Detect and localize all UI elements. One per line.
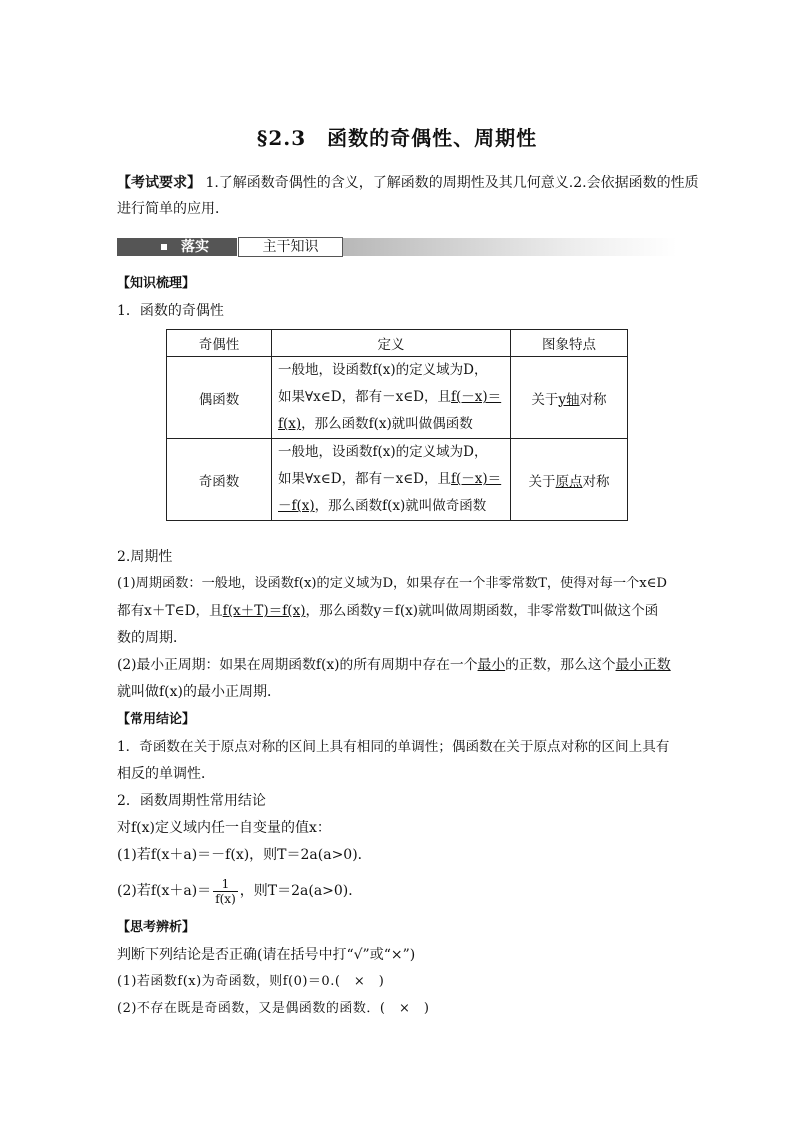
knowledge-heading: 【知识梳理】 [117, 276, 196, 291]
requirements-line-2: 进行简单的应用． [117, 201, 229, 217]
table-header-row [167, 330, 628, 357]
odd-def-line-2 [278, 466, 504, 493]
item-2-pre: (2)若f(x＋a)＝ [117, 883, 212, 899]
conclusions-heading: 【常用结论】 [117, 712, 196, 727]
odd-def-line-3-text: ，那么函数f(x)就叫做奇函数 [314, 498, 487, 514]
odd-feature [511, 439, 628, 521]
odd-def-line-2-text: 如果∀x∈D，都有－x∈D，且 [278, 471, 452, 487]
periodicity-p2-line-1 [117, 655, 671, 675]
requirements-line-1 [117, 173, 699, 193]
p1-line-2-post: ，那么函数y＝f(x)就叫做周期函数，非零常数T叫做这个函 [305, 603, 659, 619]
odd-def-line-3 [278, 493, 504, 520]
p2-line-1-answer-1: 最小 [477, 657, 506, 673]
conclusion-2-heading: 2．函数周期性常用结论 [117, 793, 266, 809]
section-bar [117, 236, 677, 258]
even-def-line-2-answer: f(－x)＝ [451, 389, 502, 405]
section-bar-dark [117, 238, 237, 256]
even-def-line-3-answer: f(x) [278, 416, 302, 432]
section-bar-dark-label: 落实 [181, 239, 209, 255]
periodicity-heading: 2.周期性 [117, 549, 173, 565]
odd-name: 奇函数 [167, 439, 272, 521]
item-2-post: ，则T＝2a(a>0)． [239, 883, 363, 899]
table-header: 定义 [272, 330, 511, 357]
fraction [213, 877, 238, 906]
table-row-odd [167, 439, 628, 521]
even-feature-answer: y轴 [558, 391, 580, 408]
table-header: 图象特点 [511, 330, 628, 357]
even-def-line-2-text: 如果∀x∈D，都有－x∈D，且 [278, 389, 452, 405]
section-bar-fade [343, 238, 677, 256]
even-definition [272, 357, 511, 439]
requirements-label: 【考试要求】 [117, 175, 201, 191]
odd-definition [272, 439, 511, 521]
conclusion-2-item-1: (1)若f(x＋a)＝－f(x)，则T＝2a(a>0)． [117, 847, 372, 863]
judgement-question-2: (2)不存在既是奇函数，又是偶函数的函数．( × ) [117, 1001, 430, 1016]
conclusion-2-item-2 [117, 873, 362, 909]
odd-feature-post: 对称 [582, 473, 610, 490]
table-header: 奇偶性 [167, 330, 272, 357]
p2-line-1-answer-2: 最小正数 [615, 657, 671, 673]
even-name: 偶函数 [167, 357, 272, 439]
p2-line-1-mid: 的正数，那么这个 [505, 657, 616, 673]
even-def-line-3 [278, 411, 504, 438]
odd-feature-answer: 原点 [555, 473, 583, 490]
odd-def-line-1: 一般地，设函数f(x)的定义域为D， [278, 444, 488, 460]
even-def-line-2 [278, 384, 504, 411]
item1-heading: 1．函数的奇偶性 [117, 303, 224, 319]
conclusion-1-line-1: 1．奇函数在关于原点对称的区间上具有相同的单调性；偶函数在关于原点对称的区间上具有 [117, 739, 670, 755]
requirements-text-1: 1.了解函数奇偶性的含义，了解函数的周期性及其几何意义.2.会依据函数的性质 [205, 175, 699, 191]
periodicity-p1-line-1: (1)周期函数：一般地，设函数f(x)的定义域为D，如果存在一个非零常数T，使得对每一个x∈D [117, 576, 667, 591]
fraction-denominator: f(x) [215, 891, 236, 906]
odd-def-line-2-answer: f(－x)＝ [451, 471, 502, 487]
periodicity-p2-line-2: 就叫做f(x)的最小正周期． [117, 684, 282, 700]
even-feature-pre: 关于 [531, 391, 559, 408]
section-bar-light-label: 主干知识 [238, 237, 343, 257]
bullet-square-icon [161, 244, 167, 250]
judgement-question-1: (1)若函数f(x)为奇函数，则f(0)＝0.( × ) [117, 974, 385, 989]
judgement-intro: 判断下列结论是否正确(请在括号中打“√”或“×”) [117, 947, 416, 963]
even-def-line-1: 一般地，设函数f(x)的定义域为D， [278, 362, 488, 378]
odd-feature-pre: 关于 [528, 473, 556, 490]
even-feature-post: 对称 [579, 391, 607, 408]
fraction-numerator: 1 [213, 877, 238, 892]
periodicity-p1-line-3: 数的周期． [117, 630, 187, 646]
odd-def-line-3-answer: －f(x) [278, 498, 315, 514]
table-row-even [167, 357, 628, 439]
p1-line-2-pre: 都有x＋T∈D，且 [117, 603, 223, 619]
p1-line-2-answer: f(x＋T)＝f(x) [222, 603, 306, 619]
page-title: §2.3 函数的奇偶性、周期性 [256, 126, 538, 150]
conclusion-1-line-2: 相反的单调性． [117, 766, 215, 782]
even-def-line-3-text: ，那么函数f(x)就叫做偶函数 [301, 416, 473, 432]
parity-table [166, 329, 628, 521]
judgement-heading: 【思考辨析】 [117, 920, 196, 935]
p2-line-1-pre: (2)最小正周期：如果在周期函数f(x)的所有周期中存在一个 [117, 657, 478, 673]
periodicity-p1-line-2 [117, 601, 658, 621]
conclusion-2-intro: 对f(x)定义域内任一自变量的值x： [117, 820, 331, 836]
even-feature [511, 357, 628, 439]
